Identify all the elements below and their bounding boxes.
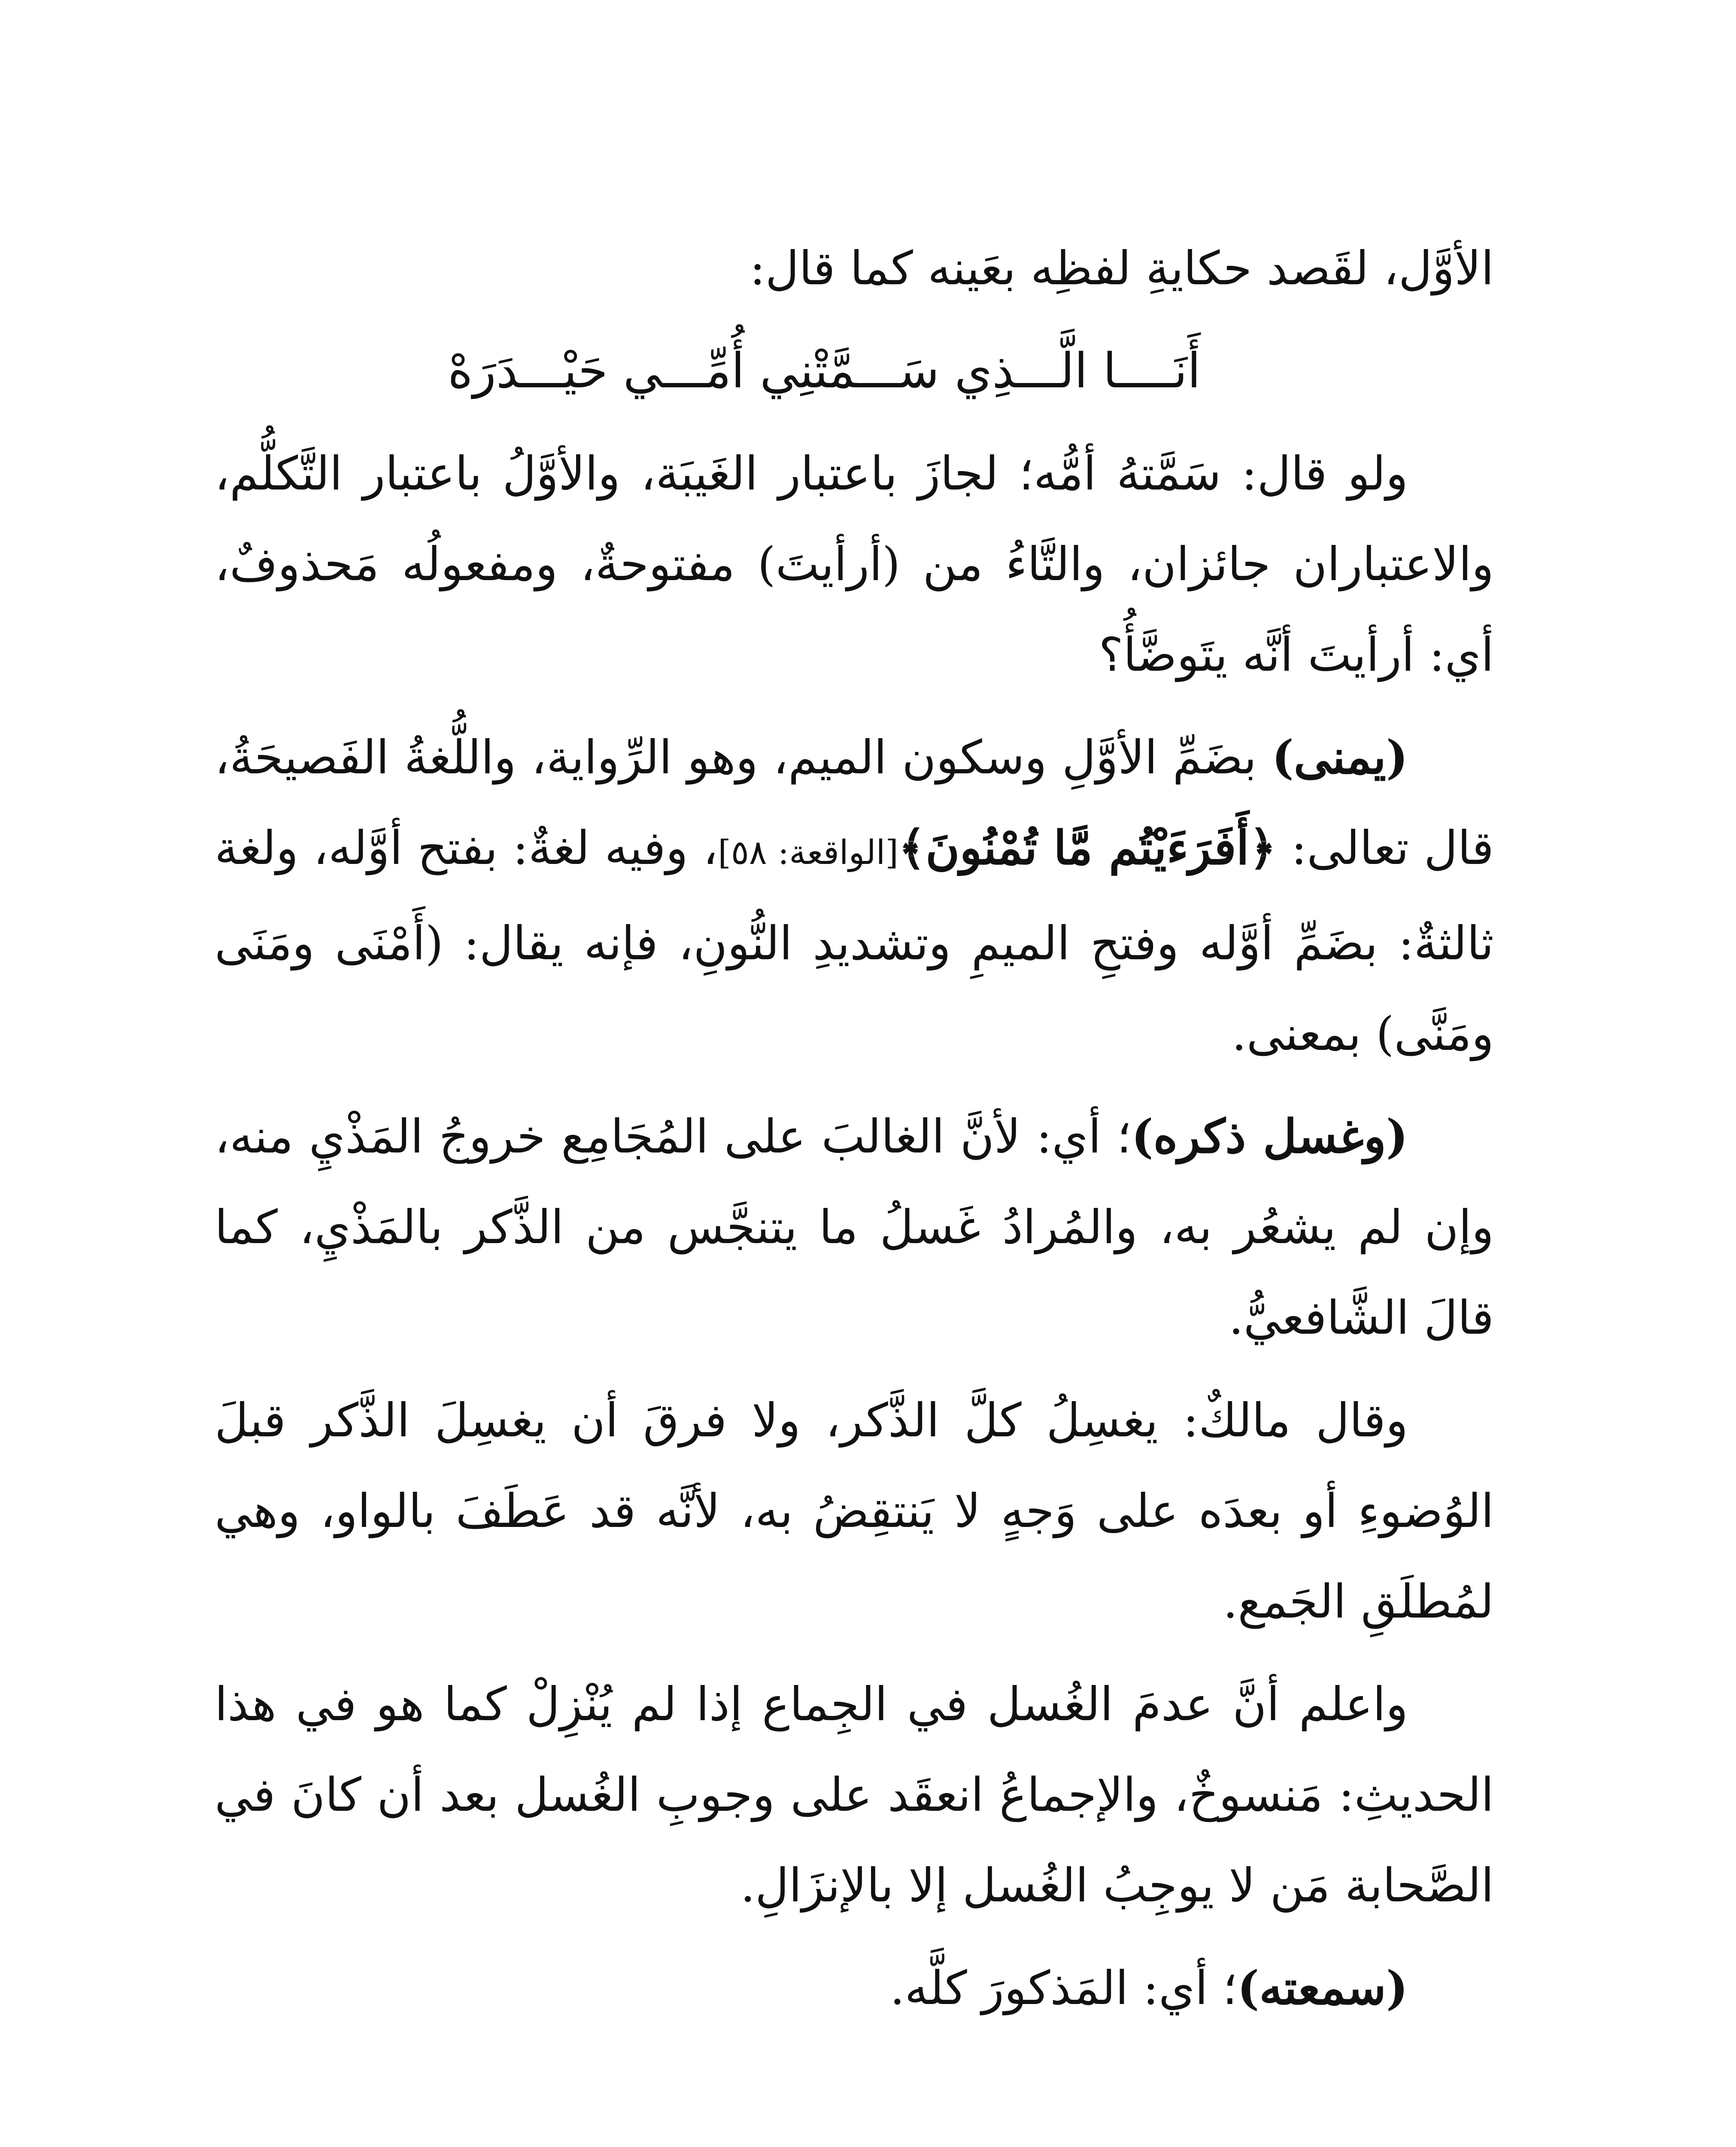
paragraph-6-text: ؛ أي: المَذكورَ كلَّه. bbox=[890, 1961, 1238, 2015]
paragraph-4 bbox=[215, 1375, 1494, 1647]
paragraph-2-text-a: بضَمِّ الأوَّلِ وسكون الميم، وهو الرِّواية، واللُّغةُ الفَصيحَةُ، قال تعالى: bbox=[215, 731, 1494, 875]
paragraph-1-text: ولو قال: سَمَّتهُ أمُّه؛ لجازَ باعتبار الغَيبَة، والأوَّلُ باعتبار التَّكلُّم، والاعتباران جائزان، والتَّاءُ من (أرأيتَ) مفتوحةٌ، ومفعولُه مَحذوفٌ، أي: أرأيتَ أنَّه يتَوضَّأُ؟ bbox=[215, 447, 1494, 682]
paragraph-4-text: وقال مالكٌ: يغسِلُ كلَّ الذَّكر، ولا فرقَ أن يغسِلَ الذَّكر قبلَ الوُضوءِ أو بعدَه على وَجهٍ لا يَنتقِضُ به، لأنَّه قد عَطَفَ بالواو، وهي لمُطلَقِ الجَمع. bbox=[215, 1394, 1494, 1629]
poetry-verse bbox=[215, 326, 1494, 417]
page-body bbox=[215, 223, 1494, 2046]
paragraph-2 bbox=[215, 712, 1494, 1080]
quran-citation: [الواقعة: ٥٨] bbox=[718, 833, 898, 872]
paragraph-5-text: واعلم أنَّ عدمَ الغُسل في الجِماع إذا لم يُنْزِلْ كما هو في هذا الحديثِ: مَنسوخٌ، والإجماعُ انعقَد على وجوبِ الغُسل بعد أن كانَ في الصَّحابة مَن لا يوجِبُ الغُسل إلا بالإنزَالِ. bbox=[215, 1678, 1494, 1913]
paragraph-6 bbox=[215, 1943, 1494, 2034]
paragraph-3-lead: (وغسل ذكره) bbox=[1131, 1110, 1408, 1164]
intro-text: الأوَّل، لقَصد حكايةِ لفظِه بعَينه كما قال: bbox=[750, 242, 1494, 295]
verse-text: أَنَــــا الَّـــذِي سَـــمَّتْنِي أُمِّـــي حَيْـــدَرَهْ bbox=[447, 343, 1201, 399]
paragraph-6-lead: (سمعته) bbox=[1237, 1961, 1408, 2015]
paragraph-3-text: ؛ أي: لأنَّ الغالبَ على المُجَامِع خروجُ المَذْيِ منه، وإن لم يشعُر به، والمُرادُ غَسلُ ما يتنجَّس من الذَّكر بالمَذْيِ، كما قالَ الشَّافعيُّ. bbox=[215, 1110, 1494, 1345]
paragraph-3 bbox=[215, 1092, 1494, 1363]
paragraph-intro bbox=[215, 223, 1494, 314]
paragraph-5 bbox=[215, 1659, 1494, 1931]
paragraph-2-lead: (يمنى) bbox=[1272, 730, 1408, 785]
paragraph-2-text-b: ، وفيه لغةٌ: بفتح أوَّله، ولغة ثالثةٌ: بضَمِّ أوَّله وفتحِ الميمِ وتشديدِ النُّونِ، فإنه يقال: (أَمْنَى ومَنَى ومَنَّى) بمعنى. bbox=[215, 821, 1494, 1061]
paragraph-1 bbox=[215, 429, 1494, 700]
quran-quote: ﴿أَفَرَءَيْتُم مَّا تُمْنُونَ﴾ bbox=[898, 821, 1276, 875]
